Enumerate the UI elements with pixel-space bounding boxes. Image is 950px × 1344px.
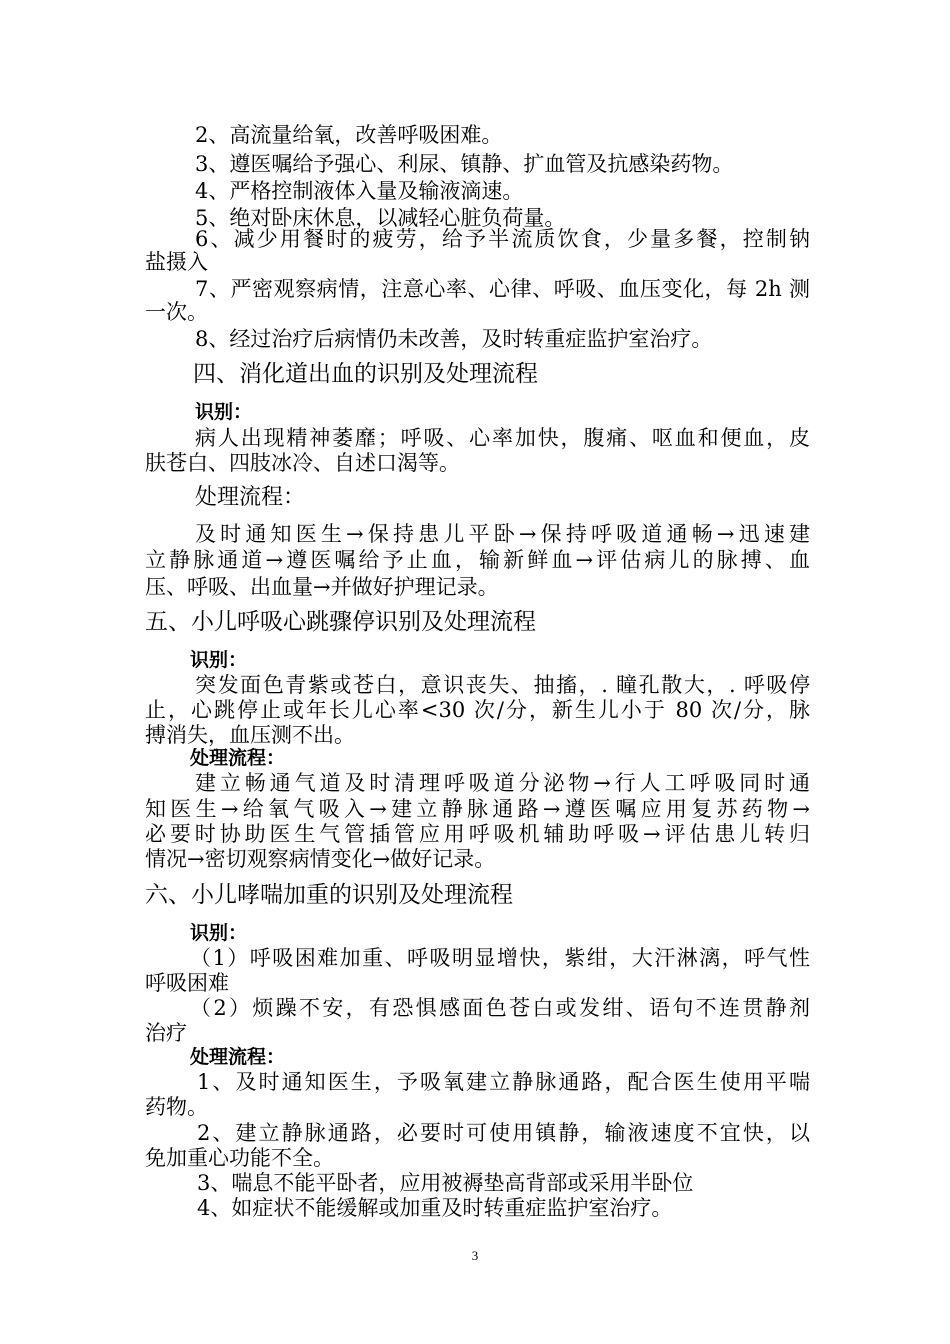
identification-label: 识别： <box>190 649 248 671</box>
list-item: 1、及时通知医生，予吸氧建立静脉通路，配合医生使用平喘 <box>197 1070 810 1094</box>
paragraph-line: 必要时协助医生气管插管应用呼吸机辅助呼吸→评估患儿转归 <box>145 822 810 846</box>
list-item-continuation: 免加重心功能不全。 <box>145 1146 334 1170</box>
paragraph-line: 止，心跳停止或年长儿心率<30 次/分，新生儿小于 80 次/分，脉 <box>145 698 810 722</box>
paragraph-line: （1）呼吸困难加重、呼吸明显增快，紫绀，大汗淋漓，呼气性 <box>190 946 810 970</box>
paragraph-line: 知医生→给氧气吸入→建立静脉通路→遵医嘱应用复苏药物→ <box>145 797 810 821</box>
procedure-label: 处理流程： <box>190 747 286 769</box>
section-heading: 四、消化道出血的识别及处理流程 <box>193 361 538 387</box>
list-item: 6、减少用餐时的疲劳，给予半流质饮食，少量多餐，控制钠 <box>195 227 810 251</box>
list-item-continuation: 药物。 <box>145 1095 208 1119</box>
procedure-label: 处理流程： <box>190 1046 286 1068</box>
identification-label: 识别： <box>190 922 248 944</box>
paragraph-line: 及时通知医生→保持患儿平卧→保持呼吸道通畅→迅速建 <box>195 522 810 546</box>
page-number: 3 <box>471 1248 479 1263</box>
list-item: 4、如症状不能缓解或加重及时转重症监护室治疗。 <box>197 1196 673 1220</box>
section-heading: 六、小儿哮喘加重的识别及处理流程 <box>145 882 513 908</box>
paragraph-line: 情况→密切观察病情变化→做好记录。 <box>145 847 496 871</box>
list-item: 2、高流量给氧，改善呼吸困难。 <box>195 123 503 147</box>
paragraph-line: 突发面色青紫或苍白，意识丧失、抽搐，. 瞳孔散大，. 呼吸停 <box>195 673 810 697</box>
paragraph-line: 治疗 <box>145 1021 187 1045</box>
paragraph-line: 压、呼吸、出血量→并做好护理记录。 <box>145 575 499 599</box>
list-item-continuation: 盐摄入 <box>145 250 208 274</box>
list-item: 5、绝对卧床休息，以减轻心脏负荷量。 <box>195 206 566 230</box>
paragraph-line: 肤苍白、四肢冰冷、自述口渴等。 <box>145 451 460 475</box>
paragraph-line: （2）烦躁不安，有恐惧感面色苍白或发绀、语句不连贯静剂 <box>190 996 810 1020</box>
list-item: 4、严格控制液体入量及输液滴速。 <box>195 179 524 203</box>
list-item: 7、严密观察病情，注意心率、心律、呼吸、血压变化，每 2h 测 <box>195 277 810 301</box>
identification-label: 识别： <box>195 401 253 423</box>
list-item: 8、经过治疗后病情仍未改善，及时转重症监护室治疗。 <box>195 327 713 351</box>
paragraph-line: 呼吸困难 <box>145 971 229 995</box>
section-heading: 五、小儿呼吸心跳骤停识别及处理流程 <box>145 609 536 635</box>
procedure-label: 处理流程： <box>195 485 306 510</box>
list-item: 2、建立静脉通路，必要时可使用镇静，输液速度不宜快，以 <box>197 1121 810 1145</box>
list-item-continuation: 一次。 <box>145 300 208 324</box>
list-item: 3、遵医嘱给予强心、利尿、镇静、扩血管及抗感染药物。 <box>195 152 734 176</box>
paragraph-line: 立静脉通道→遵医嘱给予止血，输新鲜血→评估病儿的脉搏、血 <box>145 548 810 572</box>
paragraph-line: 建立畅通气道及时清理呼吸道分泌物→行人工呼吸同时通 <box>195 771 810 795</box>
list-item: 3、喘息不能平卧者，应用被褥垫高背部或采用半卧位 <box>197 1171 694 1195</box>
paragraph-line: 搏消失，血压测不出。 <box>145 723 355 747</box>
paragraph-line: 病人出现精神萎靡；呼吸、心率加快，腹痛、呕血和便血，皮 <box>195 426 810 450</box>
